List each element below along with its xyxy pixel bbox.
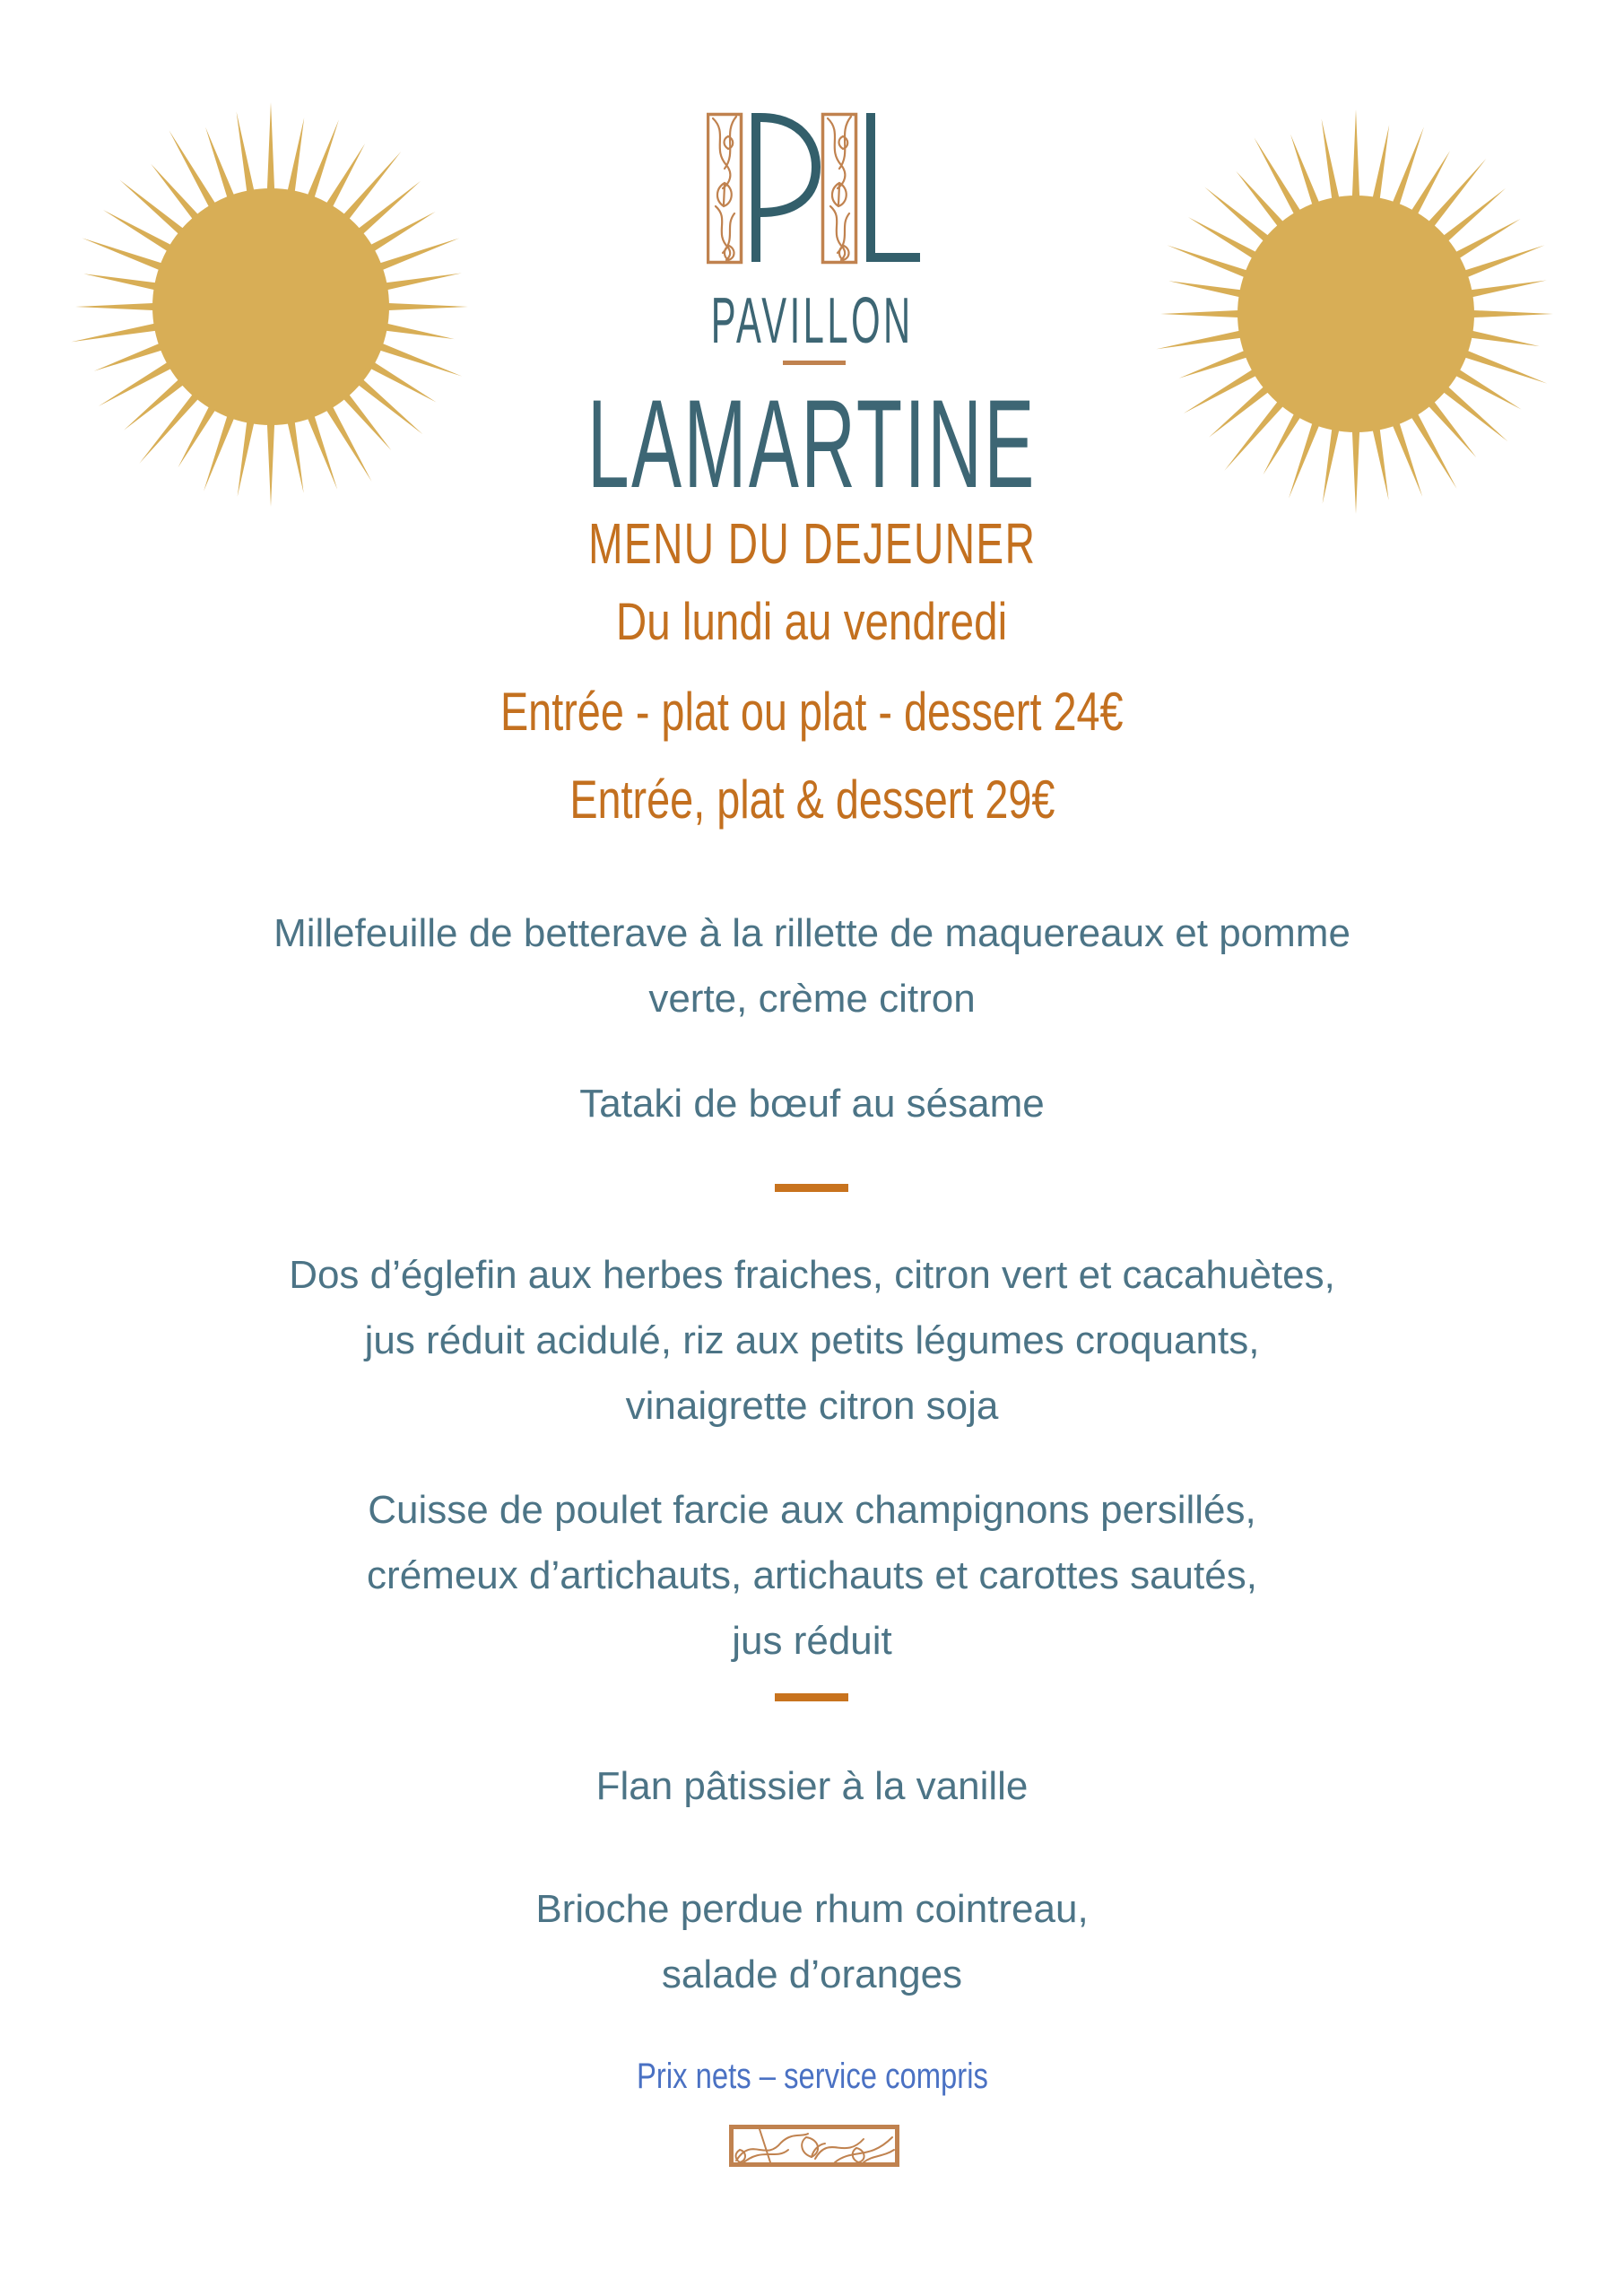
menu-availability [0, 593, 1624, 651]
footer-note-text: Prix nets – service compris [636, 2057, 988, 2096]
dish-line: Cuisse de poulet farcie aux champignons persillés, [368, 1488, 1256, 1532]
menu-price-formula-2-text: Entrée, plat & dessert 29€ [569, 770, 1055, 830]
menu-item-poulet [0, 1477, 1624, 1674]
menu-price-formula-1-text: Entrée - plat ou plat - dessert 24€ [500, 682, 1124, 742]
menu-item-brioche [0, 1876, 1624, 2007]
dish-line: salade d’oranges [661, 1952, 963, 1996]
vine-frame-icon [729, 2125, 899, 2167]
dish-line: crémeux d’artichauts, artichauts et carottes sautés, [367, 1553, 1257, 1597]
dish-line: Millefeuille de betterave à la rillette de maquereaux et pomme [274, 911, 1350, 955]
menu-item-eglefin [0, 1242, 1624, 1439]
section-divider-dash [775, 1693, 848, 1701]
dish-line: jus réduit [732, 1619, 892, 1663]
menu-item-tataki [0, 1071, 1624, 1136]
dish-line: jus réduit acidulé, riz aux petits légumes croquants, [364, 1318, 1260, 1362]
menu-price-formula-2 [0, 770, 1624, 830]
dish-line: Brioche perdue rhum cointreau, [535, 1887, 1089, 1931]
vine-panel-icon [708, 115, 742, 263]
footer-note [0, 2054, 1624, 2099]
logo-dash [783, 361, 846, 365]
menu-availability-text: Du lundi au vendredi [616, 593, 1008, 651]
logo-establishment [0, 285, 1624, 357]
menu-price-formula-1 [0, 682, 1624, 742]
dish-line: Tataki de bœuf au sésame [579, 1082, 1045, 1126]
menu-item-millefeuille [0, 900, 1624, 1031]
dish-line: verte, crème citron [648, 977, 976, 1021]
dish-line: vinaigrette citron soja [625, 1384, 999, 1428]
vine-panel-icon [823, 115, 856, 263]
logo-establishment-text: PAVILLON [710, 285, 914, 357]
monogram-letter-p [751, 113, 816, 262]
menu-title-text: MENU DU DEJEUNER [587, 511, 1037, 576]
monogram-letter-l [866, 113, 920, 262]
section-divider-dash [775, 1184, 848, 1192]
dish-line: Dos d’églefin aux herbes fraiches, citron vert et cacahuètes, [289, 1253, 1335, 1297]
logo-monogram [707, 111, 922, 265]
dish-line: Flan pâtissier à la vanille [595, 1764, 1029, 1808]
logo-name [0, 373, 1624, 514]
logo-name-text: LAMARTINE [587, 373, 1037, 514]
menu-item-flan [0, 1753, 1624, 1819]
menu-title [0, 511, 1624, 576]
